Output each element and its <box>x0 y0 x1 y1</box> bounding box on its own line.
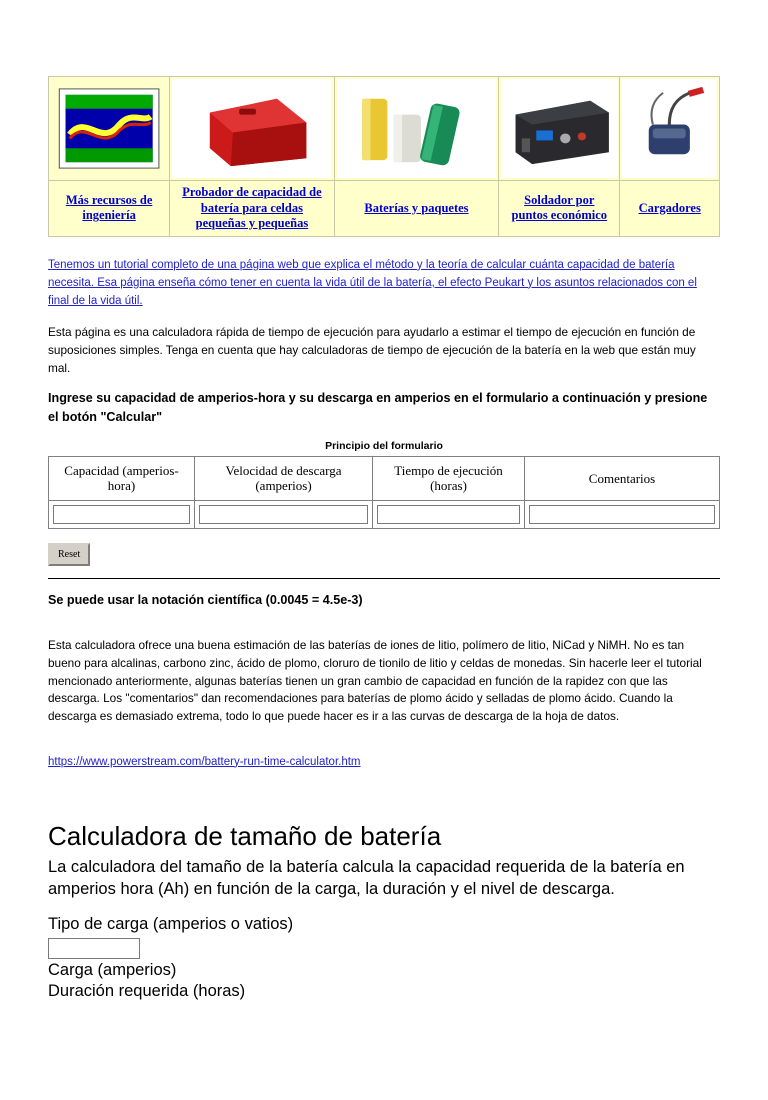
cell-discharge-rate[interactable] <box>195 500 373 528</box>
form-start-marker: Principio del formulario <box>325 439 443 452</box>
red-box-device-thumbnail <box>172 79 332 178</box>
calculator-header-row <box>49 456 720 500</box>
nav-image-cell-2[interactable] <box>334 77 499 181</box>
nav-thumbnail-table <box>48 76 720 237</box>
description-paragraph: Esta calculadora ofrece una buena estimación de las baterías de iones de litio, polímero de litio, NiCad y NiMH. No es tan bueno para alcalinas, carbono zinc, ácido de plomo, cloruro de tionilo de litio y celdas de monedas. Sin hacerle leer el tutorial mencionado anteriormente, algunas baterías tienen un gran cambio de capacidad en función de la rapidez con que las descarga. Los "comentarios" dan recomendaciones para baterías de plomo ácido y selladas de plomo ácido. Cuando la descarga es demasiado extrema, todo lo que puede hacer es ir a las curvas de descarga de la hoja de datos. <box>48 638 702 723</box>
nav-image-cell-1[interactable] <box>170 77 335 181</box>
nav-link-3[interactable]: Soldador por puntos económico <box>511 192 608 223</box>
nav-link-cell-3[interactable] <box>499 181 620 237</box>
discharge-rate-input[interactable] <box>199 505 368 524</box>
reset-button[interactable]: Reset <box>48 543 90 566</box>
notation-note: Se puede usar la notación científica (0.0045 = 4.5e-3) <box>48 592 363 607</box>
capacity-input[interactable] <box>53 505 190 524</box>
source-url-link[interactable]: https://www.powerstream.com/battery-run-time-calculator.htm <box>48 755 361 768</box>
cell-comments[interactable] <box>525 500 720 528</box>
calculator-input-row <box>49 500 720 528</box>
battery-size-calculator-section <box>48 820 720 1001</box>
nav-link-0[interactable]: Más recursos de ingeniería <box>65 192 153 223</box>
header-capacity: Capacidad (amperios-hora) <box>49 456 195 500</box>
reset-button-row <box>48 543 720 566</box>
nav-link-cell-4[interactable] <box>620 181 720 237</box>
runtime-calculator-table <box>48 456 720 529</box>
nav-image-cell-3[interactable] <box>499 77 620 181</box>
nav-link-1[interactable]: Probador de capacidad de batería para celdas pequeñas y pequeñas <box>182 185 322 231</box>
load-type-label: Tipo de carga (amperios o vatios) <box>48 914 294 933</box>
battery-cells-thumbnail <box>337 79 497 178</box>
duration-label: Duración requerida (horas) <box>48 981 246 1000</box>
cell-run-time[interactable] <box>373 500 525 528</box>
nav-image-cell-4[interactable] <box>620 77 720 181</box>
header-comments: Comentarios <box>525 456 720 500</box>
nav-link-cell-0[interactable] <box>49 181 170 237</box>
nav-label-row <box>49 181 720 237</box>
instruction-text: Ingrese su capacidad de amperios-hora y su descarga en amperios en el formulario a continuación y presione el botón "Calcular" <box>48 391 708 424</box>
load-type-input[interactable] <box>48 938 140 959</box>
nav-image-row <box>49 77 720 181</box>
spot-welder-thumbnail <box>501 79 617 178</box>
load-amps-label: Carga (amperios) <box>48 960 177 979</box>
page-title: Calculadora de tamaño de batería <box>48 820 442 851</box>
intro-paragraph: Esta página es una calculadora rápida de tiempo de ejecución para ayudarlo a estimar el tiempo de ejecución en función de suposiciones simples. Tenga en cuenta que hay calculadoras de tiempo de ejecución de la batería en la web que están muy mal. <box>48 325 696 375</box>
calculator2-lead: La calculadora del tamaño de la batería calcula la capacidad requerida de la batería en amperios hora (Ah) en función de la carga, la duración y el nivel de descarga. <box>48 858 685 899</box>
nav-link-2[interactable]: Baterías y paquetes <box>364 200 469 215</box>
lightning-graph-thumbnail <box>51 79 167 178</box>
header-discharge-rate: Velocidad de descarga (amperios) <box>195 456 373 500</box>
nav-image-cell-0[interactable] <box>49 77 170 181</box>
nav-link-4[interactable]: Cargadores <box>638 200 701 215</box>
form-divider <box>48 578 720 579</box>
cell-capacity[interactable] <box>49 500 195 528</box>
nav-link-cell-2[interactable] <box>334 181 499 237</box>
document-page <box>0 76 768 1001</box>
tutorial-link[interactable]: Tenemos un tutorial completo de una página web que explica el método y la teoría de calcular cuánta capacidad de batería necesita. Esa página enseña cómo tener en cuenta la vida útil de la batería, el efecto Peukart y los asuntos relacionados con el final de la vida útil. <box>48 258 697 307</box>
comments-input[interactable] <box>529 505 715 524</box>
run-time-input[interactable] <box>377 505 520 524</box>
nav-link-cell-1[interactable] <box>170 181 335 237</box>
charger-plug-thumbnail <box>622 79 717 178</box>
header-run-time: Tiempo de ejecución (horas) <box>373 456 525 500</box>
